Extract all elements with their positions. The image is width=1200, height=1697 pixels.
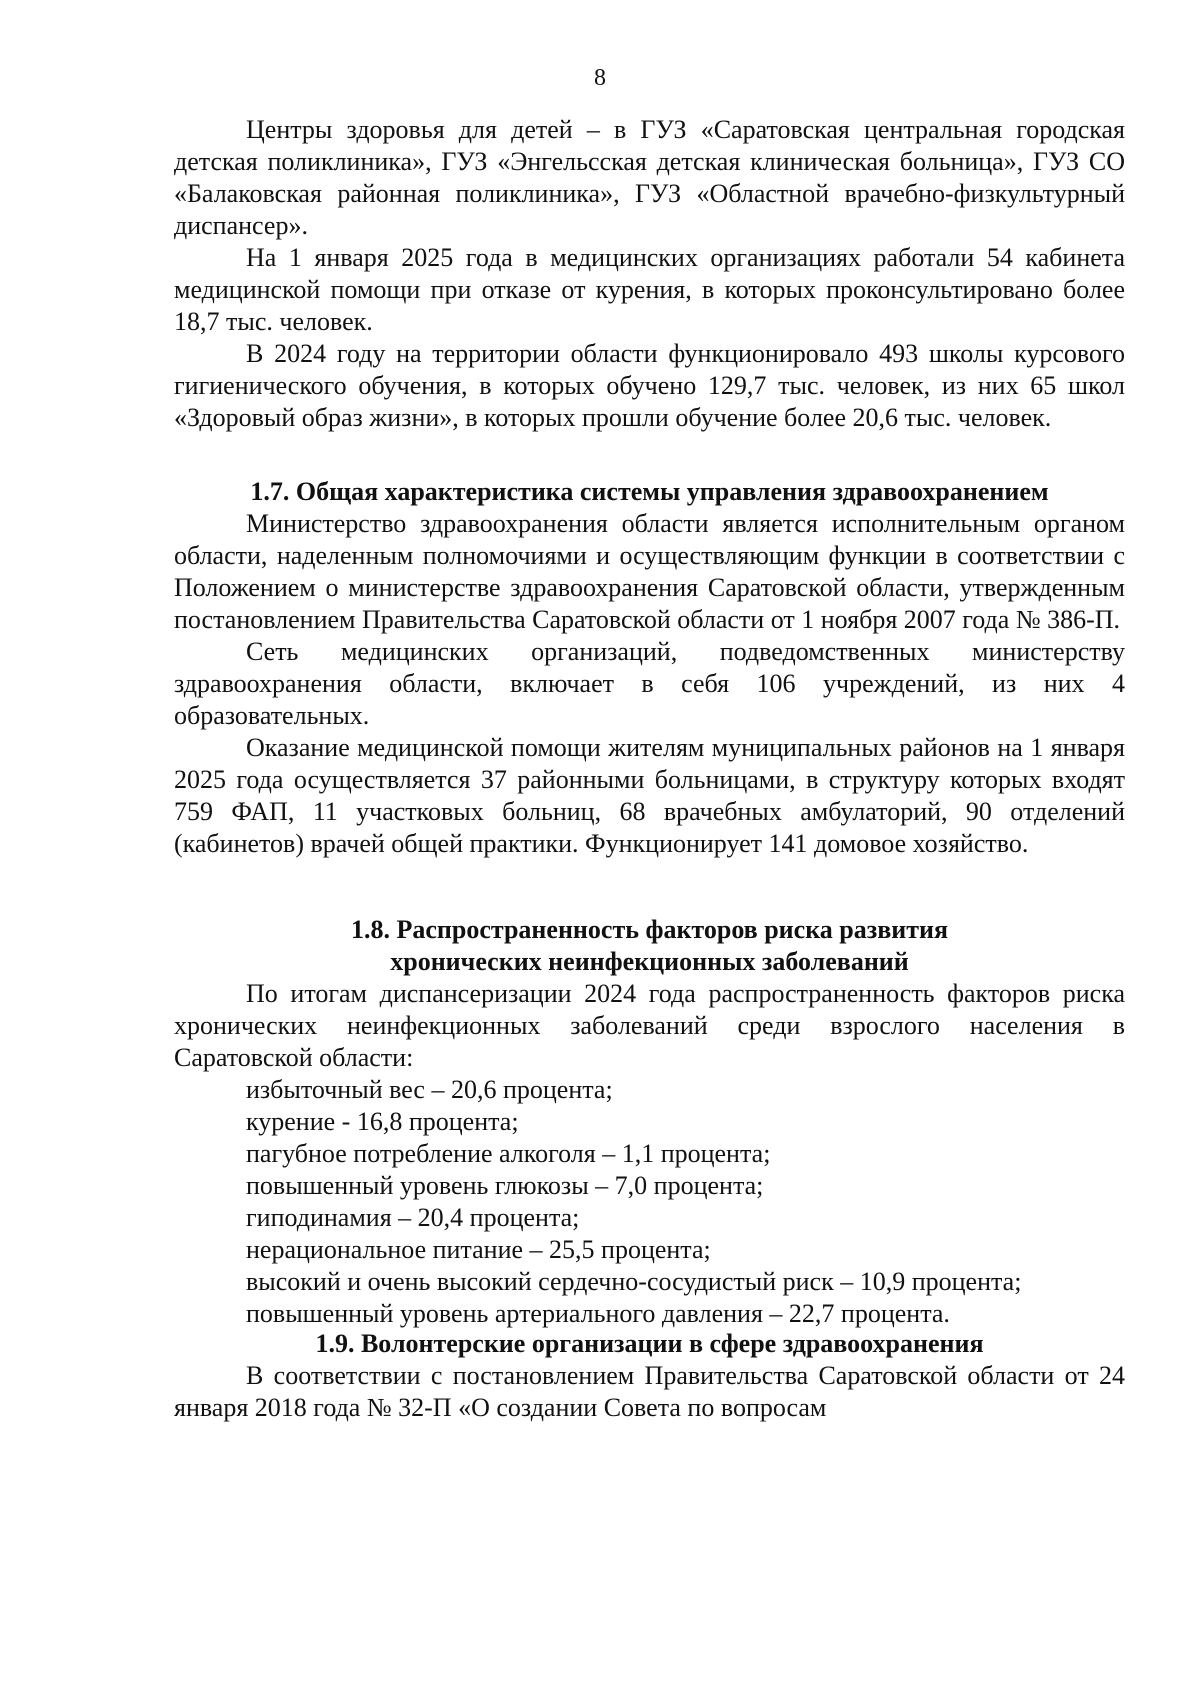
paragraph: В соответствии с постановлением Правительства Саратовской области от 24 января 2018 года № 32-П «О создании Совета по вопросам bbox=[174, 1361, 1125, 1422]
paragraph: На 1 января 2025 года в медицинских организациях работали 54 кабинета медицинской помощи при отказе от курения, в которых проконсультировано более 18,7 тыс. человек. bbox=[174, 243, 1125, 336]
list-item: повышенный уровень глюкозы – 7,0 процента; bbox=[246, 1171, 764, 1200]
paragraph: Центры здоровья для детей – в ГУЗ «Саратовская центральная городская детская поликлиника», ГУЗ «Энгельсская детская клиническая больница», ГУЗ СО «Балаковская районная поликлиника», ГУЗ «Областной врачебно-физкультурный диспансер». bbox=[174, 115, 1125, 240]
list-item: нерациональное питание – 25,5 процента; bbox=[246, 1235, 711, 1264]
paragraph: По итогам диспансеризации 2024 года распространенность факторов риска хронических неинфекционных заболеваний среди взрослого населения в Саратовской области: bbox=[174, 979, 1125, 1072]
list-item: гиподинамия – 20,4 процента; bbox=[246, 1203, 580, 1232]
intro-section bbox=[174, 114, 1125, 434]
section-heading-line1: 1.8. Распространенность факторов риска развития bbox=[350, 915, 949, 944]
list-item: пагубное потребление алкоголя – 1,1 процента; bbox=[246, 1139, 771, 1168]
section-1-7 bbox=[174, 476, 1125, 860]
list-item: избыточный вес – 20,6 процента; bbox=[246, 1075, 613, 1104]
paragraph: Оказание медицинской помощи жителям муниципальных районов на 1 января 2025 года осуществляется 37 районными больницами, в структуру которых входят 759 ФАП, 11 участковых больниц, 68 врачебных амбулаторий, 90 отделений (кабинетов) врачей общей практики. Функционирует 141 домовое хозяйство. bbox=[174, 733, 1125, 858]
risk-factor-list bbox=[174, 1074, 1125, 1330]
paragraph: Министерство здравоохранения области является исполнительным органом области, наделенным полномочиями и осуществляющим функции в соответствии с Положением о министерстве здравоохранения Саратовской области, утвержденным постановлением Правительства Саратовской области от 1 ноября 2007 года № 386-П. bbox=[174, 509, 1125, 634]
section-1-8 bbox=[174, 914, 1125, 1330]
paragraph: В 2024 году на территории области функционировало 493 школы курсового гигиенического обучения, в которых обучено 129,7 тыс. человек, из них 65 школ «Здоровый образ жизни», в которых прошли обучение более 20,6 тыс. человек. bbox=[174, 339, 1125, 432]
section-heading: 1.7. Общая характеристика системы управления здравоохранением bbox=[250, 477, 1049, 506]
section-heading: 1.9. Волонтерские организации в сфере здравоохранения bbox=[315, 1329, 984, 1358]
list-item: курение - 16,8 процента; bbox=[246, 1107, 519, 1136]
section-heading-line2: хронических неинфекционных заболеваний bbox=[390, 947, 909, 976]
section-1-9 bbox=[174, 1328, 1125, 1424]
paragraph: Сеть медицинских организаций, подведомственных министерству здравоохранения области, включает в себя 106 учреждений, из них 4 образовательных. bbox=[174, 637, 1125, 730]
page-number: 8 bbox=[594, 65, 606, 91]
list-item: высокий и очень высокий сердечно-сосудистый риск – 10,9 процента; bbox=[246, 1267, 1022, 1296]
list-item: повышенный уровень артериального давления – 22,7 процента. bbox=[246, 1299, 950, 1328]
